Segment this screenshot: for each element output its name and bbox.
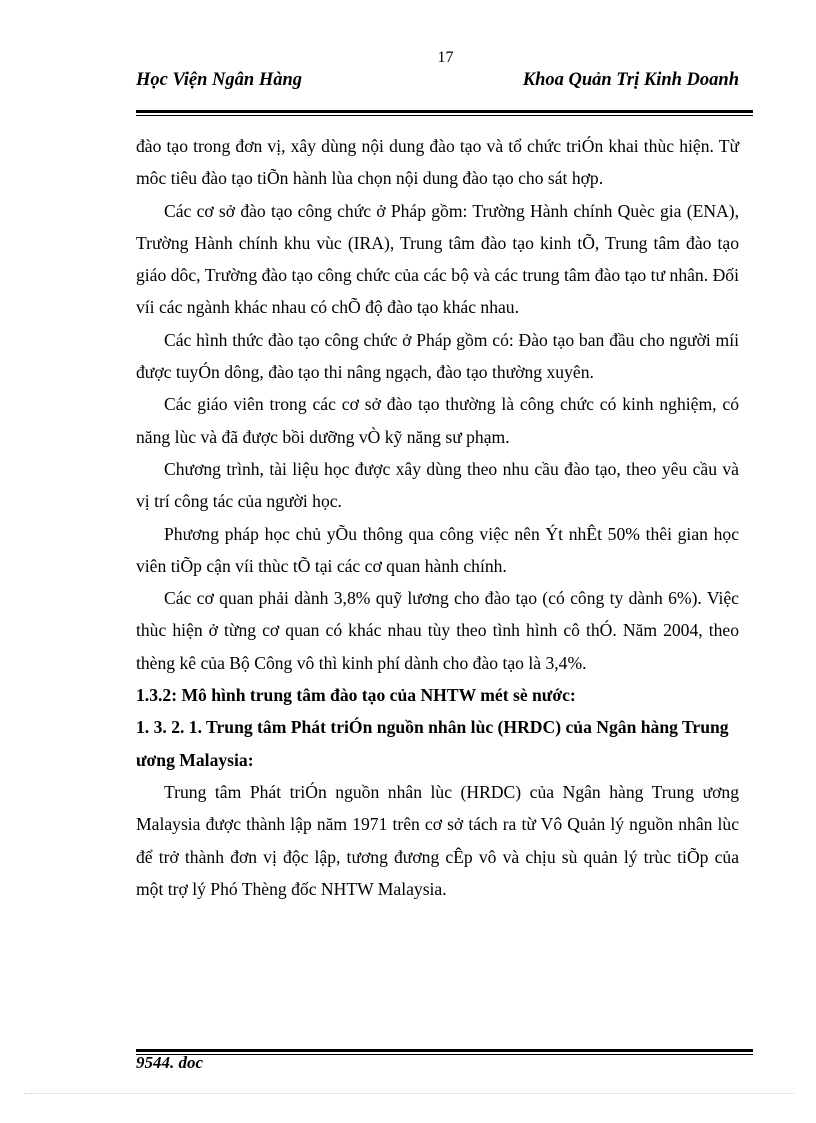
page-number: 17: [437, 49, 454, 66]
paragraph: đào tạo trong đơn vị, xây dùng nội dung đào tạo và tổ chức triÓn khai thùc hiện. Từ môc tiêu đào tạo tiÕn hành lùa chọn nội dung đào tạo cho sát hợp.: [136, 136, 739, 189]
paragraph: Các cơ sở đào tạo công chức ở Pháp gồm: Trường Hành chính Quèc gia (ENA), Trường Hành chính khu vùc (IRA), Trung tâm đào tạo kinh tÕ, Trung tâm đào tạo giáo dôc, Trường đào tạo công chức của các bộ và các trung tâm đào tạo tư nhân. Đối víi các ngành khác nhau có chÕ độ đào tạo khác nhau.: [136, 200, 739, 318]
paragraph: Trung tâm Phát triÓn nguồn nhân lùc (HRDC) của Ngân hàng Trung ương Malaysia được thành lập năm 1971 trên cơ sở tách ra từ Vô Quản lý nguồn nhân lùc để trở thành đơn vị độc lập, tương đương cÊp vô và chịu sù quản lý trùc tiÕp của một trợ lý Phó Thèng đốc NHTW Malaysia.: [136, 781, 739, 899]
header-right-title: Khoa Quản Trị Kinh Doanh: [522, 70, 739, 90]
paragraph: Chương trình, tài liệu học được xây dùng theo nhu cầu đào tạo, theo yêu cầu và vị trí công tác của người học.: [136, 458, 739, 512]
footer-rule: [136, 1049, 753, 1055]
header-left-title: Học Viện Ngân Hàng: [136, 70, 303, 90]
paragraph: Các giáo viên trong các cơ sở đào tạo thường là công chức có kinh nghiệm, có năng lùc và đã được bồi dưỡng vÒ kỹ năng sư phạm.: [136, 394, 739, 447]
subsection-heading: 1. 3. 2. 1. Trung tâm Phát triÓn nguồn nhân lùc (HRDC) của Ngân hàng Trung ương Malaysia:: [136, 717, 729, 770]
footer-filename: 9544. doc: [136, 1053, 204, 1072]
header-rule: [136, 110, 753, 116]
document-body: [136, 130, 739, 905]
paragraph: Các cơ quan phải dành 3,8% quỹ lương cho đào tạo (có công ty dành 6%). Việc thùc hiện ở từng cơ quan có khác nhau tùy theo tình hình cô thÓ. Năm 2004, theo thèng kê của Bộ Công vô thì kinh phí dành cho đào tạo là 3,4%.: [136, 588, 739, 673]
page-bottom-divider: [24, 1093, 794, 1094]
section-heading: 1.3.2: Mô hình trung tâm đào tạo của NHTW mét sè nước:: [136, 685, 576, 706]
paragraph: Phương pháp học chủ yÕu thông qua công việc nên Ýt nhÊt 50% thêi gian học viên tiÕp cận víi thùc tÕ tại các cơ quan hành chính.: [136, 523, 739, 576]
paragraph: Các hình thức đào tạo công chức ở Pháp gồm có: Đào tạo ban đầu cho người míi được tuyÓn dông, đào tạo thi nâng ngạch, đào tạo thường xuyên.: [136, 329, 739, 383]
